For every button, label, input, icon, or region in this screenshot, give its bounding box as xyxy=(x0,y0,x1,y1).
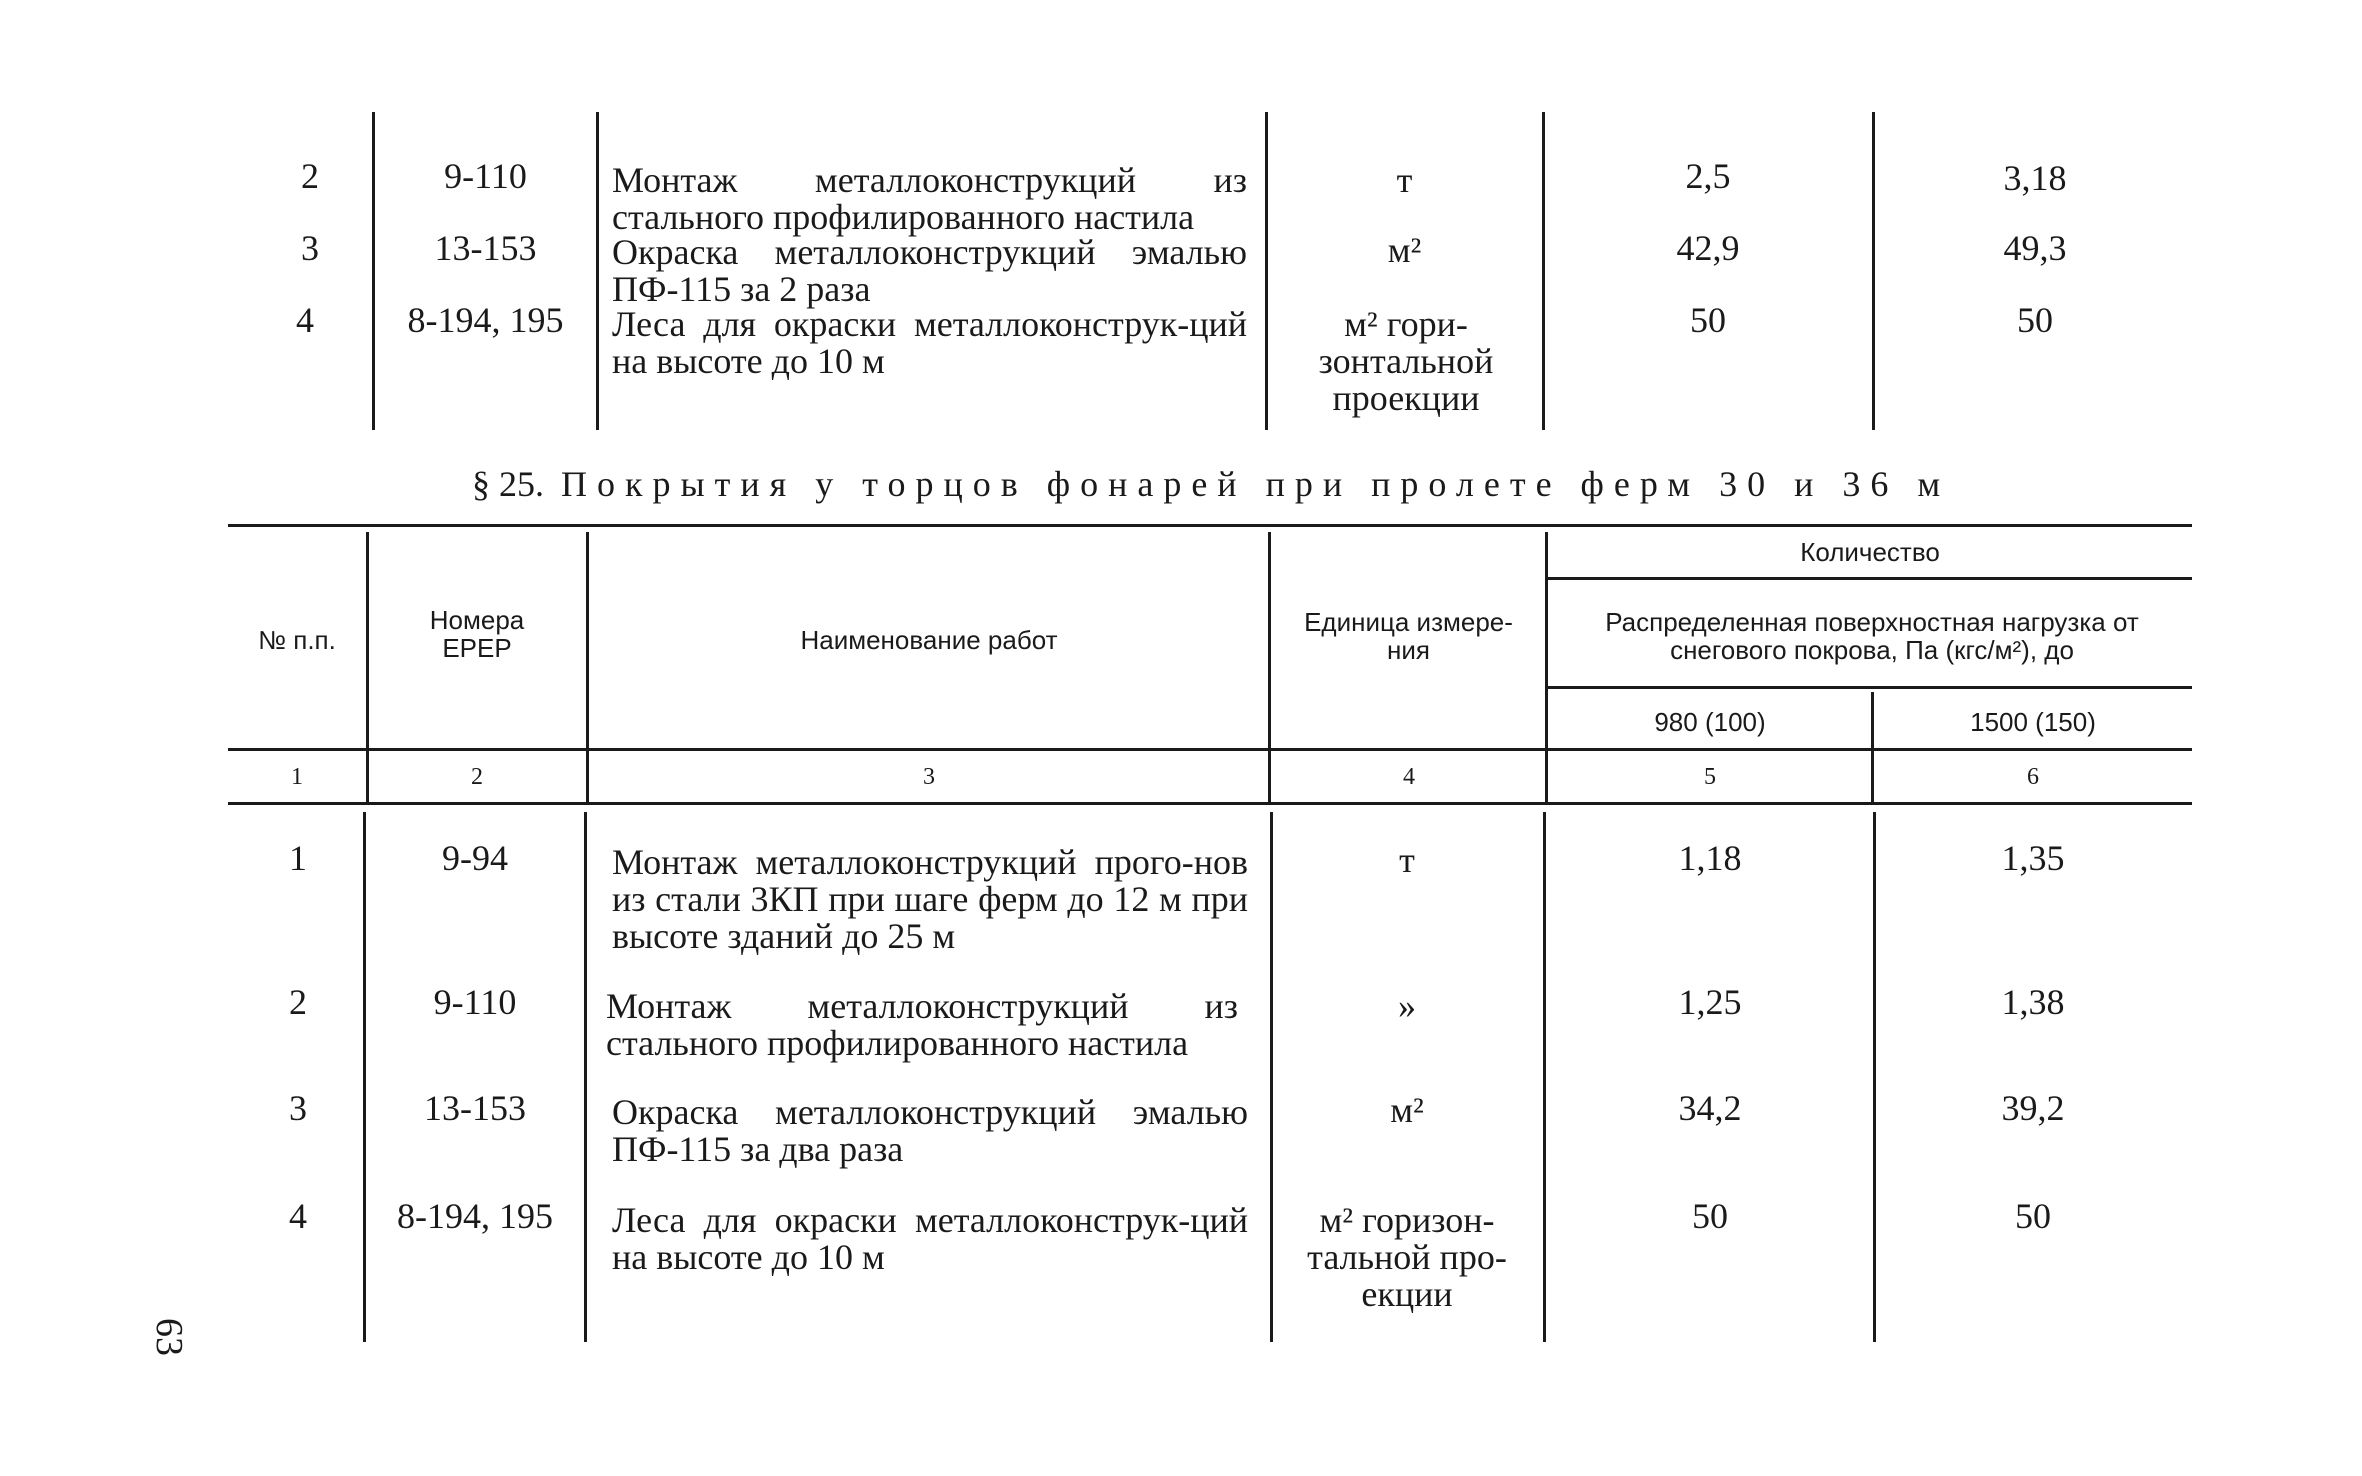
unit: м² горизон-тальной про-екции xyxy=(1307,1200,1507,1314)
header-1500: 1500 (150) xyxy=(1970,707,2096,737)
row-number: 2 xyxy=(301,156,319,196)
body-divider-2 xyxy=(584,812,587,1342)
header-unit: Единица измере-ния xyxy=(1304,607,1513,665)
top-table-divider-2 xyxy=(596,112,599,430)
work-name: Монтаж металлоконструкций из стального профилированного настила xyxy=(612,160,1247,237)
value-1500: 3,18 xyxy=(2003,158,2067,198)
header-load: Распределенная поверхностная нагрузка от снегового покрова, Па (кгс/м²), до xyxy=(1605,607,2139,665)
value-1500: 50 xyxy=(2017,300,2053,340)
value-980: 2,5 xyxy=(1685,156,1731,196)
erer-code: 8-194, 195 xyxy=(407,300,564,340)
header-quantity: Количество xyxy=(1800,537,1940,567)
erer-code: 9-110 xyxy=(433,982,517,1022)
section-title: Покрытия у торцов фонарей при пролете ферм 30 и 36 м xyxy=(561,464,1951,504)
work-name: Монтаж металлоконструкций из стального профилированного настила xyxy=(606,986,1238,1063)
column-number: 6 xyxy=(2027,764,2039,790)
section-number: § 25. xyxy=(472,464,544,504)
header-divider-2 xyxy=(586,532,589,802)
column-number: 4 xyxy=(1403,764,1415,790)
value-1500: 49,3 xyxy=(2003,228,2067,268)
row-number: 4 xyxy=(296,300,314,340)
quantity-under-rule xyxy=(1546,577,2192,580)
table-top-rule xyxy=(228,524,2192,527)
value-980: 1,25 xyxy=(1678,982,1742,1022)
unit: т xyxy=(1396,160,1413,200)
unit: » xyxy=(1398,986,1416,1026)
header-work-name: Наименование работ xyxy=(800,625,1058,655)
top-table-divider-5 xyxy=(1872,112,1875,430)
value-980: 42,9 xyxy=(1676,228,1740,268)
page-number: 63 xyxy=(148,1318,190,1356)
erer-code: 13-153 xyxy=(424,1088,526,1128)
erer-code: 9-110 xyxy=(444,156,527,196)
work-name: Леса для окраски металлоконструк-ций на высоте до 10 м xyxy=(612,304,1247,381)
row-number: 3 xyxy=(289,1088,307,1128)
erer-code: 8-194, 195 xyxy=(397,1196,553,1236)
unit: м² xyxy=(1390,1090,1424,1130)
unit: м² гори-зонтальной проекции xyxy=(1318,304,1494,418)
body-divider-1 xyxy=(363,812,366,1342)
value-1500: 1,35 xyxy=(2001,838,2065,878)
value-980: 50 xyxy=(1690,300,1726,340)
section-heading xyxy=(472,466,2072,503)
work-name: Окраска металлоконструкций эмалью ПФ-115 за 2 раза xyxy=(612,232,1247,309)
work-name: Монтаж металлоконструкций прого-нов из стали 3КП при шаге ферм до 12 м при высоте зданий до 25 м xyxy=(612,842,1248,956)
body-divider-4 xyxy=(1543,812,1546,1342)
header-980: 980 (100) xyxy=(1654,707,1766,737)
load-under-rule xyxy=(1546,686,2192,689)
column-numbers-rule xyxy=(228,802,2192,805)
row-number: 3 xyxy=(301,228,319,268)
top-table-divider-3 xyxy=(1265,112,1268,430)
top-table-divider-1 xyxy=(372,112,375,430)
erer-code: 9-94 xyxy=(442,838,508,878)
top-table-divider-4 xyxy=(1542,112,1545,430)
header-divider-5 xyxy=(1871,692,1874,802)
header-erer: Номера ЕРЕР xyxy=(429,605,525,663)
value-1500: 39,2 xyxy=(2001,1088,2065,1128)
unit: м² xyxy=(1387,230,1422,270)
column-number: 2 xyxy=(471,764,483,790)
header-divider-1 xyxy=(366,532,369,802)
body-divider-5 xyxy=(1873,812,1876,1342)
column-number: 3 xyxy=(923,764,935,790)
row-number: 1 xyxy=(289,838,307,878)
unit: т xyxy=(1399,840,1415,880)
column-number: 1 xyxy=(291,764,303,790)
work-name: Окраска металлоконструкций эмалью ПФ-115 за два раза xyxy=(612,1092,1248,1169)
value-980: 1,18 xyxy=(1678,838,1742,878)
row-number: 4 xyxy=(289,1196,307,1236)
header-bottom-rule xyxy=(228,748,2192,751)
work-name: Леса для окраски металлоконструк-ций на высоте до 10 м xyxy=(612,1200,1248,1277)
header-divider-4 xyxy=(1545,532,1548,802)
row-number: 2 xyxy=(289,982,307,1022)
value-1500: 50 xyxy=(2015,1196,2051,1236)
value-980: 34,2 xyxy=(1678,1088,1742,1128)
body-divider-3 xyxy=(1270,812,1273,1342)
erer-code: 13-153 xyxy=(434,228,537,268)
value-1500: 1,38 xyxy=(2001,982,2065,1022)
header-row-number: № п.п. xyxy=(258,625,336,655)
value-980: 50 xyxy=(1692,1196,1728,1236)
column-number: 5 xyxy=(1704,764,1716,790)
header-divider-3 xyxy=(1268,532,1271,802)
